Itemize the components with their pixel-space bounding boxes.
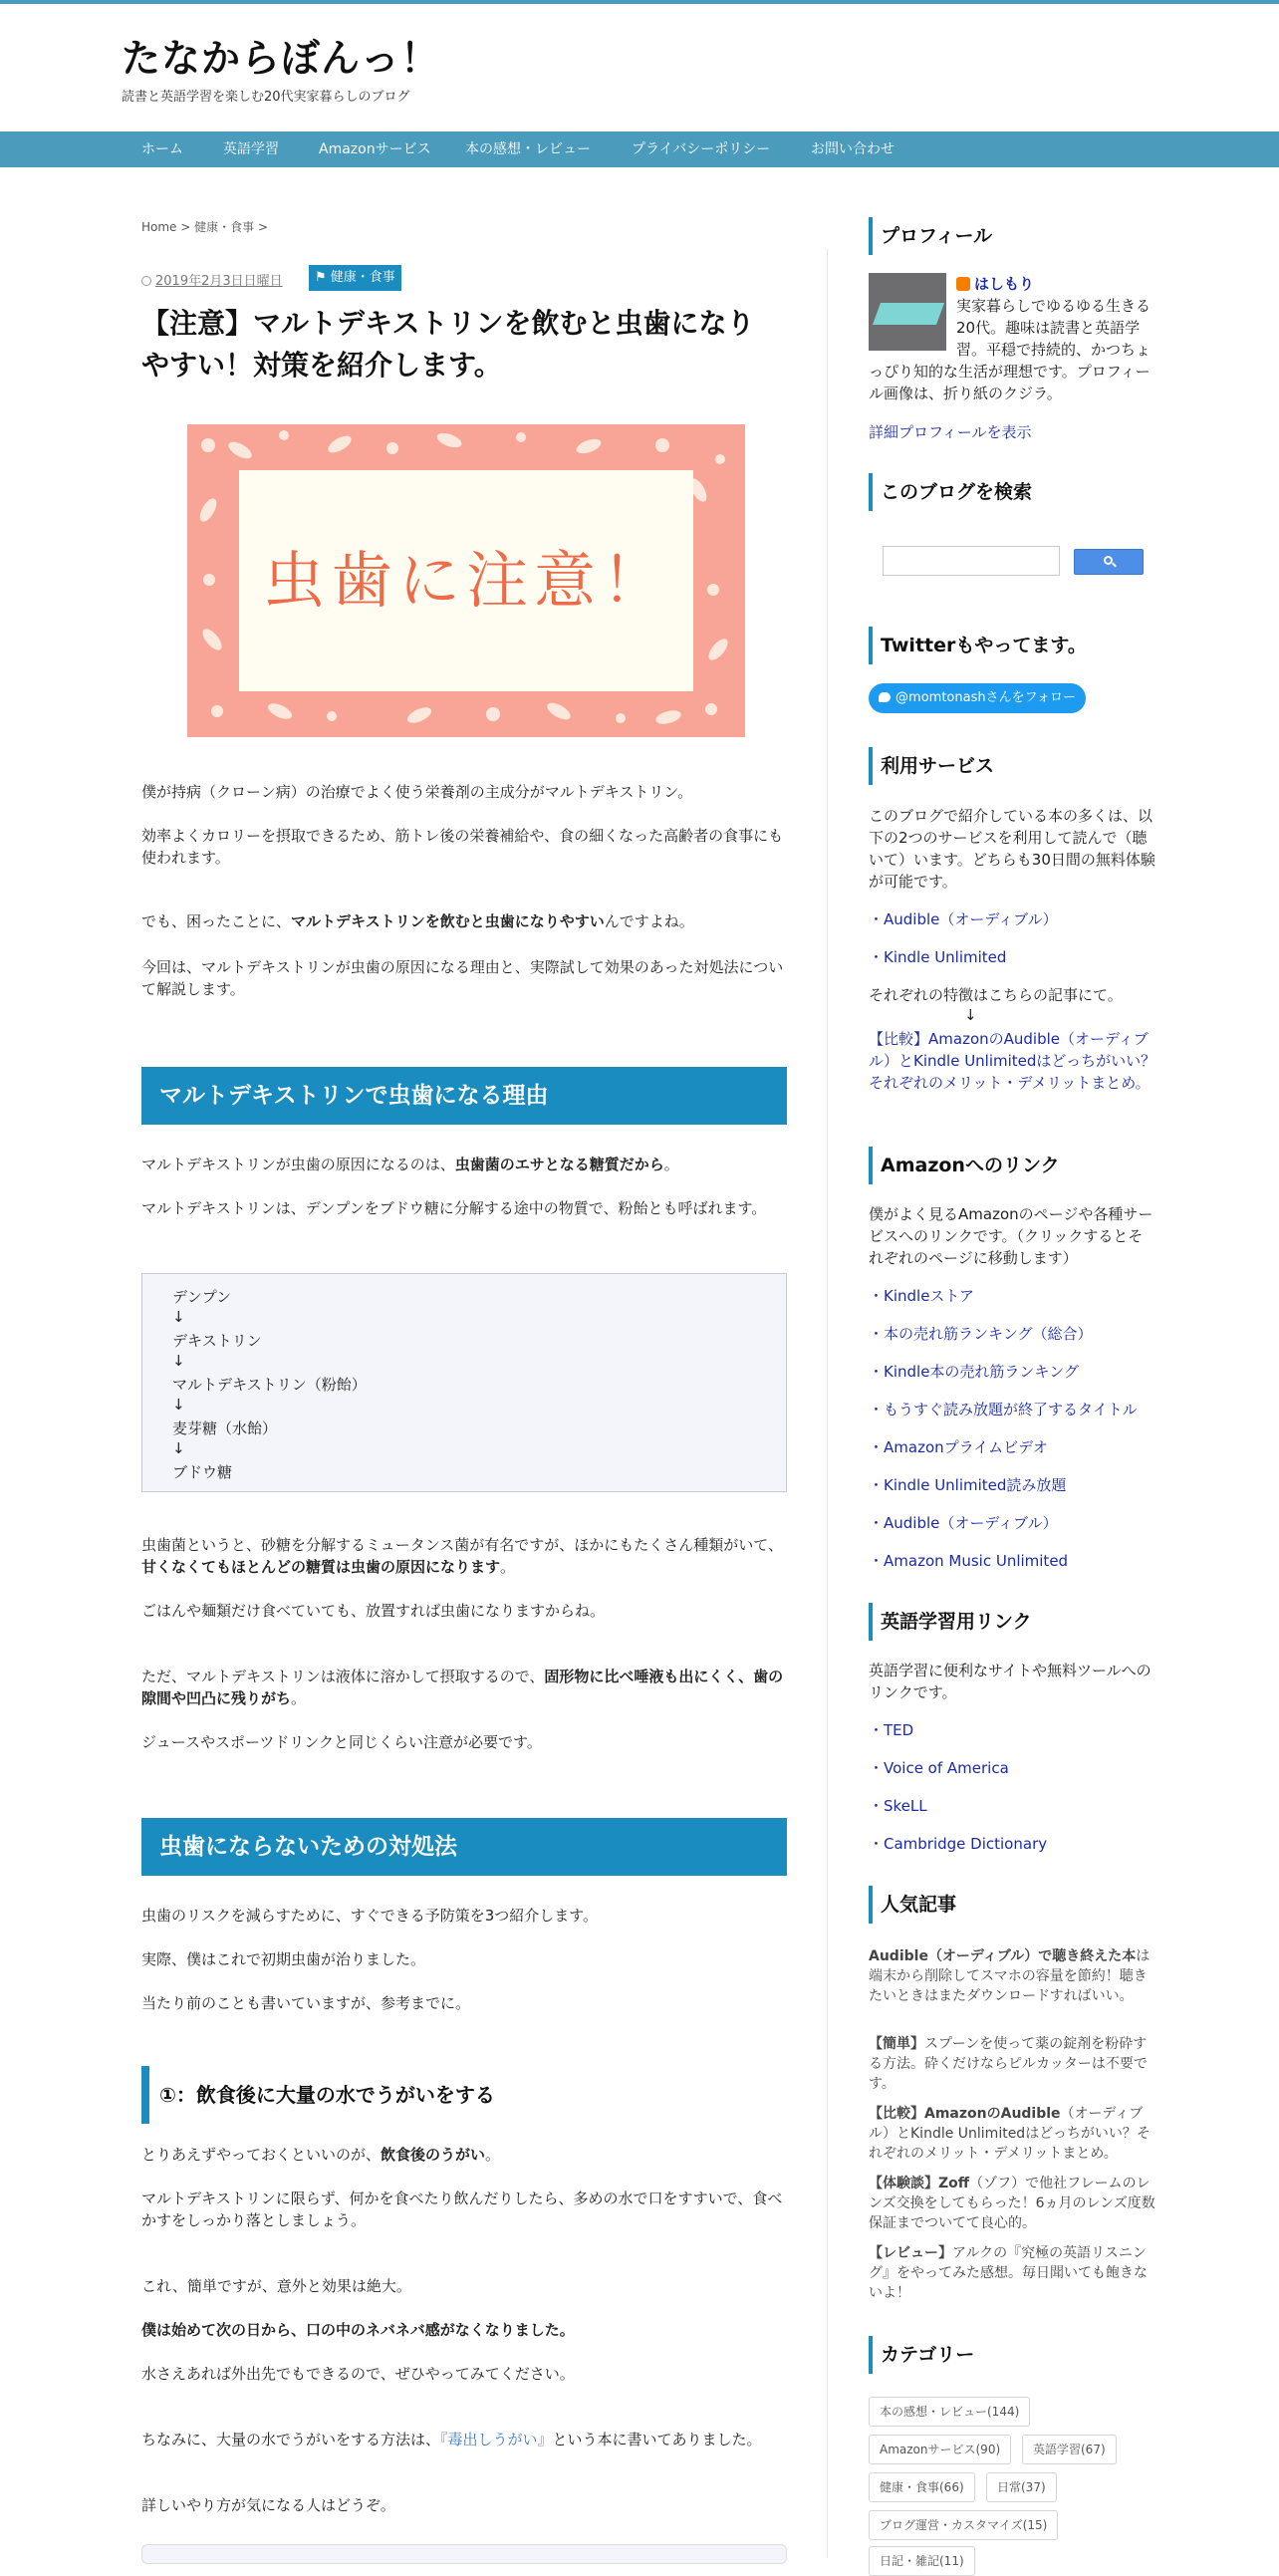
hero-text: 虫歯に注意！ — [262, 544, 669, 617]
profile-bio: 実家暮らしでゆるゆる生きる20代。趣味は読書と英語学習。平穏で持続的、かつちょっぴり知的な生活が理想です。プロフィール画像は、折り紙のクジラ。 — [869, 297, 1151, 402]
category-tag[interactable]: Amazonサービス(90) — [869, 2435, 1011, 2464]
profile-text — [869, 273, 1157, 404]
category-tag[interactable]: 英語学習(67) — [1022, 2435, 1117, 2464]
post-category-tag[interactable] — [309, 265, 401, 291]
category-tag[interactable]: 日記・雑記(11) — [869, 2546, 975, 2576]
services-note: それぞれの特徴はこちらの記事にて。 — [869, 986, 1123, 1004]
search-button[interactable] — [1074, 549, 1144, 575]
amazon-link[interactable]: ・Kindleストア — [869, 1287, 974, 1305]
down-arrow: ↓ — [964, 1006, 977, 1024]
amazon-link[interactable]: ・Audible（オーディブル） — [869, 1514, 1058, 1532]
post-date: 2019年2月3日日曜日 — [155, 274, 283, 289]
sidebar-heading-services: 利用サービス — [869, 747, 1157, 785]
popular-post[interactable]: 【比較】AmazonのAudible（オーディブル）とKindle Unlimitedはどっちがいい？それぞれのメリット・デメリットまとめ。 — [869, 2106, 1151, 2162]
flow-arrow: ↓ — [172, 1396, 185, 1414]
english-intro: 英語学習に便利なサイトや無料ツールへのリンクです。 — [869, 1662, 1151, 1701]
nav-reviews[interactable]: 本の感想・レビュー — [465, 141, 591, 157]
flow-arrow: ↓ — [172, 1439, 185, 1457]
flow-arrow: ↓ — [172, 1352, 185, 1370]
paragraph: 水さえあれば外出先でもできるので、ぜひやってみてください。 — [141, 2365, 575, 2383]
subheading-gargle — [141, 2066, 787, 2124]
paragraph: 当たり前のことも書いていますが、参考までに。 — [141, 1994, 471, 2012]
amazon-intro: 僕がよく見るAmazonのページや各種サービスへのリンクです。（クリックするとそれぞれのページに移動します） — [869, 1205, 1153, 1267]
category-tag[interactable]: 日常(37) — [986, 2472, 1057, 2502]
category-tag[interactable]: ブログ運営・カスタマイズ(15) — [869, 2510, 1058, 2540]
paragraph: 実際、僕はこれで初期虫歯が治りました。 — [141, 1950, 426, 1968]
nav-amazon[interactable]: Amazonサービス — [319, 141, 431, 157]
section-heading-measures: 虫歯にならないための対処法 — [141, 1818, 787, 1876]
amazon-link[interactable]: ・本の売れ筋ランキング（総合） — [869, 1325, 1093, 1343]
search-input[interactable] — [883, 546, 1060, 576]
nav-english[interactable]: 英語学習 — [223, 141, 279, 157]
english-link-ted[interactable]: ・TED — [869, 1721, 914, 1739]
twitter-bird-icon — [879, 692, 891, 702]
paragraph: 虫歯のリスクを減らすために、すぐできる予防策を3つ紹介します。 — [141, 1907, 599, 1925]
post-title: 【注意】マルトデキストリンを飲むと虫歯になりやすい！対策を紹介します。 — [141, 307, 755, 382]
paragraph: マルトデキストリンに限らず、何かを食べたり飲んだりしたら、多めの水で口をすすいで、食べかすをしっかり落としましょう。 — [141, 2190, 783, 2229]
clock-icon — [141, 276, 151, 286]
english-link-voa[interactable]: ・Voice of America — [869, 1759, 1009, 1777]
conversion-flow-box — [141, 1273, 787, 1492]
paragraph: 虫歯菌というと、砂糖を分解するミュータンス菌が有名ですが、ほかにもたくさん種類がいて、甘くなくてもほとんどの糖質は虫歯の原因になります。 — [141, 1536, 783, 1576]
popular-post[interactable]: 【簡単】スプーンを使って薬の錠剤を粉砕する方法。砕くだけならピルカッターは不要です。 — [869, 2036, 1148, 2092]
blogger-icon — [956, 277, 970, 291]
category-tag[interactable]: 健康・食事(66) — [869, 2472, 975, 2502]
top-accent-line — [0, 0, 1279, 4]
service-link-kindle-unlimited[interactable]: ・Kindle Unlimited — [869, 948, 1007, 966]
popular-post[interactable]: 【体験談】Zoff（ゾフ）で他社フレームのレンズ交換をしてもらった！6ヵ月のレンズ度数保証までついてて良心的。 — [869, 2176, 1155, 2231]
paragraph: これ、簡単ですが、意外と効果は絶大。 — [141, 2277, 411, 2295]
paragraph: マルトデキストリンが虫歯の原因になるのは、虫歯菌のエサとなる糖質だから。 — [141, 1156, 679, 1173]
sidebar-heading-popular: 人気記事 — [869, 1886, 1157, 1924]
nav-home[interactable]: ホーム — [141, 141, 183, 157]
product-box — [141, 2544, 787, 2564]
english-link-cambridge[interactable]: ・Cambridge Dictionary — [869, 1835, 1048, 1853]
main-nav — [0, 131, 1279, 167]
nav-privacy[interactable]: プライバシーポリシー — [632, 141, 771, 157]
breadcrumb — [141, 218, 268, 235]
amazon-link[interactable]: ・Amazon Music Unlimited — [869, 1552, 1069, 1570]
sidebar-heading-twitter: Twitterもやってます。 — [869, 627, 1157, 664]
paragraph: マルトデキストリンは、デンプンをブドウ糖に分解する途中の物質で、粉飴とも呼ばれます。 — [141, 1199, 767, 1217]
section-heading-reason: マルトデキストリンで虫歯になる理由 — [141, 1067, 787, 1125]
paragraph: 効率よくカロリーを摂取できるため、筋トレ後の栄養補給や、食の細くなった高齢者の食事にも使われます。 — [141, 827, 784, 867]
nav-contact[interactable]: お問い合わせ — [811, 141, 895, 157]
amazon-link[interactable]: ・もうすぐ読み放題が終了するタイトル — [869, 1401, 1138, 1418]
flow-step: マルトデキストリン（粉飴） — [172, 1376, 367, 1394]
paragraph: 今回は、マルトデキストリンが虫歯の原因になる理由と、実際試して効果のあった対処法について解説します。 — [141, 958, 784, 998]
flow-step: ブドウ糖 — [172, 1463, 233, 1481]
breadcrumb-category[interactable]: 健康・食事 — [194, 220, 255, 234]
paragraph: ごはんや麺類だけ食べていても、放置すれば虫歯になりますからね。 — [141, 1602, 606, 1620]
services-article-link[interactable]: 【比較】AmazonのAudible（オーディブル）とKindle Unlimitedはどっちがいい？それぞれのメリット・デメリットまとめ。 — [869, 1030, 1156, 1092]
breadcrumb-home[interactable]: Home — [141, 220, 177, 234]
tag-icon: ⚑ — [315, 270, 331, 285]
paragraph: 僕が持病（クローン病）の治療でよく使う栄養剤の主成分がマルトデキストリン。 — [141, 783, 693, 801]
book-link[interactable]: 『毒出しうがい』 — [440, 2431, 553, 2448]
post-date-link[interactable] — [141, 270, 283, 289]
flow-arrow: ↓ — [172, 1308, 185, 1326]
paragraph: 僕は始めて次の日から、口の中のネバネバ感がなくなりました。 — [141, 2321, 575, 2339]
paragraph: とりあえずやっておくといいのが、飲食後のうがい。 — [141, 2146, 501, 2164]
sidebar-heading-categories: カテゴリー — [869, 2336, 1157, 2374]
hero-card — [239, 470, 693, 691]
subheading-text: ①：飲食後に大量の水でうがいをする — [159, 2083, 495, 2107]
sidebar-heading-english: 英語学習用リンク — [869, 1603, 1157, 1641]
sidebar-heading-amazon: Amazonへのリンク — [869, 1147, 1157, 1184]
service-link-audible[interactable]: ・Audible（オーディブル） — [869, 910, 1058, 928]
services-intro: このブログで紹介している本の多くは、以下の2つのサービスを利用して読んで（聴いて）います。どちらも30日間の無料体験が可能です。 — [869, 807, 1155, 891]
column-divider — [827, 249, 828, 2558]
paragraph: ちなみに、大量の水でうがいをする方法は、『毒出しうがい』という本に書いてありました。 — [141, 2431, 762, 2448]
twitter-follow-button[interactable]: @momtonashさんをフォロー — [869, 683, 1086, 713]
breadcrumb-separator: > — [180, 220, 191, 234]
amazon-link[interactable]: ・Amazonプライムビデオ — [869, 1438, 1048, 1456]
sidebar-heading-profile: プロフィール — [869, 217, 1157, 255]
subheading-bar — [141, 2066, 149, 2124]
hero-image — [187, 424, 745, 737]
flow-step: デキストリン — [172, 1332, 262, 1350]
paragraph: 詳しいやり方が気になる人はどうぞ。 — [141, 2496, 395, 2514]
popular-post[interactable]: 【レビュー】アルクの『究極の英語リスニング』をやってみた感想。毎日聞いても飽きないよ！ — [869, 2245, 1148, 2301]
paragraph: ただ、マルトデキストリンは液体に溶かして摂取するので、固形物に比べ唾液も出にくく、歯の隙間や凹凸に残りがち。 — [141, 1668, 784, 1707]
category-tag[interactable]: 本の感想・レビュー(144) — [869, 2397, 1030, 2427]
post-category-label: 健康・食事 — [330, 270, 395, 285]
profile-name[interactable]: はしもり — [974, 275, 1035, 293]
paragraph: でも、困ったことに、マルトデキストリンを飲むと虫歯になりやすいんですよね。 — [141, 912, 694, 930]
paragraph: ジュースやスポーツドリンクと同じくらい注意が必要です。 — [141, 1733, 542, 1751]
site-description: 読書と英語学習を楽しむ20代実家暮らしのブログ — [122, 90, 410, 105]
english-link-skell[interactable]: ・SkeLL — [869, 1797, 927, 1815]
sidebar-heading-search: このブログを検索 — [869, 473, 1157, 511]
amazon-link[interactable]: ・Kindle本の売れ筋ランキング — [869, 1363, 1079, 1381]
popular-post[interactable]: Audible（オーディブル）で聴き終えた本は端末から削除してスマホの容量を節約！聴きたいときはまたダウンロードすればいい。 — [869, 1948, 1151, 2004]
profile-detail-link[interactable]: 詳細プロフィールを表示 — [869, 423, 1032, 441]
amazon-link[interactable]: ・Kindle Unlimited読み放題 — [869, 1476, 1067, 1494]
flow-step: デンプン — [172, 1288, 232, 1306]
flow-step: 麦芽糖（水飴） — [172, 1419, 278, 1437]
site-title[interactable]: たなからぼんっ！ — [122, 37, 441, 82]
breadcrumb-separator: > — [258, 220, 269, 234]
